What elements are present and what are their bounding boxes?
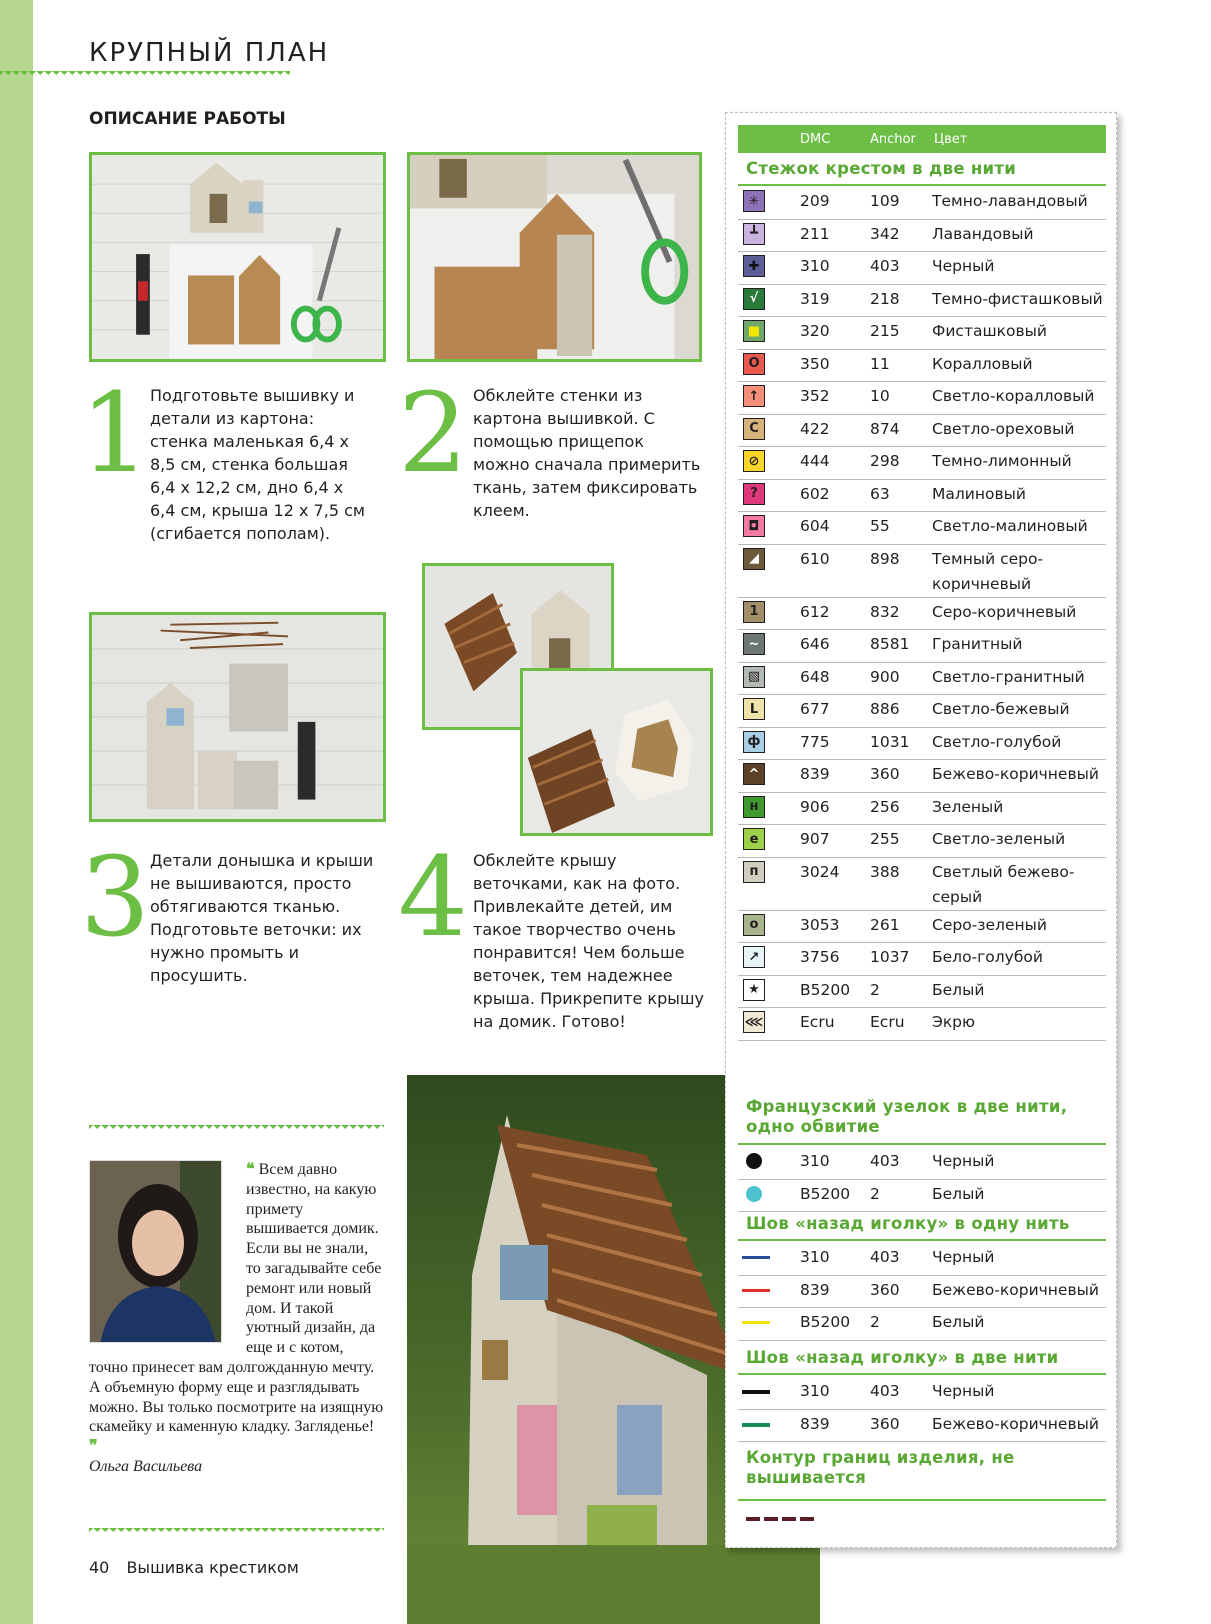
dmc-code: 604 <box>800 517 830 535</box>
legend.cross_rows-row <box>738 825 1106 858</box>
dmc-code: 602 <box>800 484 830 503</box>
cross-stitch-symbol-icon: н <box>743 796 765 818</box>
anchor-code: 63 <box>870 484 890 503</box>
dmc-code: 907 <box>800 830 830 848</box>
color-name: Бежево-коричневый <box>932 1414 1099 1433</box>
quote-close-icon: ❞ <box>89 1438 98 1456</box>
legend-col-dmc: DMC <box>800 132 831 147</box>
cross-stitch-symbol-icon: ф <box>743 731 765 753</box>
cross-stitch-symbol-icon: ↑ <box>743 385 765 407</box>
legend.cross_rows-row <box>738 545 1106 598</box>
anchor-code: 109 <box>870 192 900 210</box>
step3-text: Детали донышка и крыши не вышиваются, просто обтягиваются тканью. Подготовьте веточки: их нужно промыть и просушить. <box>150 851 374 985</box>
color-name: Гранитный <box>932 635 1023 653</box>
anchor-code: 874 <box>870 419 900 438</box>
step4-number: 4 <box>398 833 468 961</box>
anchor-code: Ecru <box>870 1013 905 1031</box>
anchor-code: 298 <box>870 452 900 470</box>
backstitch-line-icon <box>742 1256 770 1259</box>
color-name: Темно-лавандовый <box>932 192 1088 210</box>
dmc-code: B5200 <box>800 1184 851 1203</box>
anchor-code: 55 <box>870 517 890 535</box>
step3-number: 3 <box>80 833 150 961</box>
anchor-code: 360 <box>870 765 900 783</box>
quote-open-icon: ❝ <box>246 1161 255 1178</box>
dmc-code: B5200 <box>800 1313 851 1331</box>
legend.cross_rows-row <box>738 976 1106 1009</box>
anchor-code: 8581 <box>870 635 910 653</box>
step4-text: Обклейте крышу веточками, как на фото. Привлекайте детей, им такое творчество очень понравится! Чем больше веточек, тем надежнее крыша. Прикрепите крышу на домик. Готово! <box>473 851 704 1031</box>
color-name: Малиновый <box>932 484 1026 503</box>
cross-stitch-symbol-icon: ◢ <box>743 548 765 570</box>
legend.cross_rows-row <box>738 285 1106 318</box>
step1-number: 1 <box>80 369 150 497</box>
color-name: Светло-гранитный <box>932 667 1085 686</box>
anchor-code: 388 <box>870 862 900 881</box>
color-name: Светло-коралловый <box>932 387 1095 405</box>
legend-col-anchor: Anchor <box>870 132 916 147</box>
backstitch-line-icon <box>742 1321 770 1324</box>
legend.cross_rows-row <box>738 728 1106 761</box>
legend-section-backstitch-2: Шов «назад иголку» в две нити <box>746 1348 1059 1367</box>
legend-col-color: Цвет <box>934 132 968 147</box>
dmc-code: Ecru <box>800 1013 835 1031</box>
legend-section-backstitch-1: Шов «назад иголку» в одну нить <box>746 1214 1070 1233</box>
dmc-code: 3756 <box>800 948 840 966</box>
legend-section-contour: Контур границ изделия, не вышивается <box>746 1448 1015 1487</box>
cross-stitch-symbol-icon: ⊘ <box>743 450 765 472</box>
anchor-code: 886 <box>870 700 900 718</box>
cross-stitch-symbol-icon: ⋘ <box>743 1011 765 1033</box>
dmc-code: 3053 <box>800 915 840 934</box>
dmc-code: 906 <box>800 797 830 816</box>
anchor-code: 900 <box>870 667 900 686</box>
dmc-code: 677 <box>800 700 830 718</box>
anchor-code: 898 <box>870 549 900 568</box>
anchor-code: 255 <box>870 830 900 848</box>
legend-section-line <box>738 1239 1106 1241</box>
dmc-code: 350 <box>800 354 830 373</box>
dmc-code: 209 <box>800 192 830 210</box>
dmc-code: 211 <box>800 224 830 243</box>
step4-photo-b <box>520 668 713 836</box>
color-name: Серо-коричневый <box>932 602 1077 621</box>
color-name: Черный <box>932 1152 995 1170</box>
legend-section-line <box>738 1373 1106 1375</box>
color-name: Черный <box>932 257 995 275</box>
step1-text: Подготовьте вышивку и детали из картона: стенка маленькая 6,4 х 8,5 см, стенка большая 6,4 х 12,2 см, дно 6,4 х 6,4 см, крыша 12 х 7,5 см (сгибается пополам). <box>150 386 365 543</box>
cross-stitch-symbol-icon: 1 <box>743 601 765 623</box>
color-name: Белый <box>932 1313 985 1331</box>
dmc-code: 319 <box>800 289 830 308</box>
legend.cross_rows-row <box>738 382 1106 415</box>
color-name: Бежево-коричневый <box>932 765 1099 783</box>
legend.cross_rows-row <box>738 317 1106 350</box>
anchor-code: 360 <box>870 1280 900 1299</box>
color-name: Светлый бежево-серый <box>932 862 1075 906</box>
legend.cross_rows-row <box>738 1008 1106 1041</box>
legend-section-line <box>738 1143 1106 1145</box>
cross-stitch-symbol-icon: ^ <box>743 763 765 785</box>
anchor-code: 832 <box>870 602 900 621</box>
cross-stitch-symbol-icon: ✚ <box>743 255 765 277</box>
anchor-code: 2 <box>870 980 880 999</box>
cross-stitch-symbol-icon: O <box>743 353 765 375</box>
legend.cross_rows-row <box>738 598 1106 631</box>
quote-text: Всем давно известно, на какую примету вышивается домик. Если вы не знали, то загадывайте себе ремонт или новый дом. И такой уютный дизайн, да еще и с котом, точно принесет вам долгожданную мечту. А объемную форму еще и разглядывать можно. Вы только посмотрите на изящную скамейку и каменную кладку. Загляденье! <box>89 1161 384 1436</box>
color-name: Светло-зеленый <box>932 830 1066 848</box>
anchor-code: 403 <box>870 1152 900 1170</box>
dmc-code: 444 <box>800 452 830 470</box>
anchor-code: 11 <box>870 354 890 373</box>
legend.cross_rows-row <box>738 663 1106 696</box>
dmc-code: 646 <box>800 635 830 653</box>
legend.cross_rows-row <box>738 187 1106 220</box>
author-portrait <box>89 1160 222 1343</box>
legend.knot_rows-row <box>738 1147 1106 1180</box>
legend.cross_rows-row <box>738 630 1106 663</box>
side-color-strip <box>0 0 33 1624</box>
legend.cross_rows-row <box>738 911 1106 944</box>
color-name: Белый <box>932 980 985 999</box>
dmc-code: 310 <box>800 1382 830 1400</box>
step2-text: Обклейте стенки из картона вышивкой. С помощью прищепок можно сначала примерить ткань, затем фиксировать клеем. <box>473 386 701 520</box>
cross-stitch-symbol-icon: ■ <box>743 320 765 342</box>
dmc-code: 612 <box>800 602 830 621</box>
dmc-code: 775 <box>800 732 830 751</box>
legend.back1_rows-row <box>738 1243 1106 1276</box>
legend.cross_rows-row <box>738 415 1106 448</box>
cross-stitch-symbol-icon: ✳ <box>743 190 765 212</box>
cross-stitch-symbol-icon: L <box>743 698 765 720</box>
anchor-code: 256 <box>870 797 900 816</box>
anchor-code: 215 <box>870 322 900 340</box>
magazine-name: Вышивка крестиком <box>126 1558 299 1577</box>
cross-stitch-symbol-icon: o <box>743 914 765 936</box>
quote-author: Ольга Васильева <box>89 1457 203 1475</box>
legend-section-knot: Французский узелок в две нити, одно обвитие <box>746 1097 1068 1136</box>
thread-legend <box>725 112 1117 1548</box>
cross-stitch-symbol-icon: ~ <box>743 633 765 655</box>
color-name: Фисташковый <box>932 322 1047 340</box>
legend.cross_rows-row <box>738 480 1106 513</box>
color-name: Черный <box>932 1248 995 1266</box>
backstitch-line-icon <box>742 1289 770 1292</box>
legend.cross_rows-row <box>738 350 1106 383</box>
color-name: Светло-ореховый <box>932 419 1075 438</box>
color-name: Светло-голубой <box>932 732 1062 751</box>
french-knot-dot-icon <box>746 1153 762 1169</box>
legend-section-line <box>738 184 1106 186</box>
anchor-code: 261 <box>870 915 900 934</box>
legend.knot_rows-row <box>738 1180 1106 1213</box>
dmc-code: 352 <box>800 387 830 405</box>
quote-top-divider <box>89 1125 384 1133</box>
color-name: Бежево-коричневый <box>932 1280 1099 1299</box>
cross-stitch-symbol-icon: C <box>743 418 765 440</box>
anchor-code: 1037 <box>870 948 910 966</box>
cross-stitch-symbol-icon: e <box>743 828 765 850</box>
color-name: Белый <box>932 1184 985 1203</box>
legend.back1_rows-row <box>738 1276 1106 1309</box>
dmc-code: 320 <box>800 322 830 340</box>
dmc-code: 839 <box>800 1414 830 1433</box>
color-name: Темно-лимонный <box>932 452 1072 470</box>
legend.cross_rows-row <box>738 512 1106 545</box>
cross-stitch-symbol-icon: ★ <box>743 979 765 1001</box>
backstitch-line-icon <box>742 1390 770 1394</box>
legend-section-cross: Стежок крестом в две нити <box>746 159 1017 178</box>
anchor-code: 10 <box>870 387 890 405</box>
color-name: Зеленый <box>932 797 1004 816</box>
color-name: Светло-малиновый <box>932 517 1088 535</box>
dmc-code: 839 <box>800 765 830 783</box>
anchor-code: 403 <box>870 1248 900 1266</box>
legend.cross_rows-row <box>738 793 1106 826</box>
color-name: Коралловый <box>932 354 1033 373</box>
step1-photo <box>89 152 386 362</box>
legend.cross_rows-row <box>738 943 1106 976</box>
legend-section-line <box>738 1499 1106 1501</box>
dmc-code: 3024 <box>800 862 840 881</box>
color-name: Темно-фисташковый <box>932 289 1103 308</box>
legend.cross_rows-row <box>738 252 1106 285</box>
legend.back1_rows-row <box>738 1308 1106 1341</box>
legend.back2_rows-row <box>738 1410 1106 1443</box>
cross-stitch-symbol-icon: ┻ <box>743 223 765 245</box>
backstitch-line-icon <box>742 1423 770 1427</box>
color-name: Лавандовый <box>932 224 1034 243</box>
dmc-code: 422 <box>800 419 830 438</box>
anchor-code: 403 <box>870 1382 900 1400</box>
anchor-code: 218 <box>870 289 900 308</box>
legend.cross_rows-row <box>738 447 1106 480</box>
anchor-code: 2 <box>870 1184 880 1203</box>
legend.cross_rows-row <box>738 760 1106 793</box>
color-name: Темный серо-коричневый <box>932 549 1044 593</box>
french-knot-dot-icon <box>746 1186 762 1202</box>
cross-stitch-symbol-icon: ▧ <box>743 666 765 688</box>
dmc-code: 310 <box>800 1152 830 1170</box>
dmc-code: 648 <box>800 667 830 686</box>
dmc-code: B5200 <box>800 980 851 999</box>
page-footer <box>89 1558 299 1577</box>
color-name: Черный <box>932 1382 995 1400</box>
cross-stitch-symbol-icon: √ <box>743 288 765 310</box>
legend.back2_rows-row <box>738 1377 1106 1410</box>
work-description-title: ОПИСАНИЕ РАБОТЫ <box>89 109 286 129</box>
legend.cross_rows-row <box>738 695 1106 728</box>
header-zigzag-divider <box>0 71 290 79</box>
anchor-code: 360 <box>870 1414 900 1433</box>
editor-quote <box>89 1160 384 1477</box>
step3-photo <box>89 612 386 822</box>
contour-line-sample <box>746 1517 816 1521</box>
step2-photo <box>407 152 702 362</box>
cross-stitch-symbol-icon: ? <box>743 483 765 505</box>
anchor-code: 403 <box>870 257 900 275</box>
color-name: Светло-бежевый <box>932 700 1070 718</box>
section-title: КРУПНЫЙ ПЛАН <box>89 38 330 68</box>
cross-stitch-symbol-icon: ◘ <box>743 515 765 537</box>
cross-stitch-symbol-icon: п <box>743 861 765 883</box>
legend.cross_rows-row <box>738 220 1106 253</box>
quote-bottom-divider <box>89 1528 384 1536</box>
dmc-code: 839 <box>800 1280 830 1299</box>
dmc-code: 310 <box>800 257 830 275</box>
cross-stitch-symbol-icon: ↗ <box>743 946 765 968</box>
page-number: 40 <box>89 1558 110 1577</box>
legend-header <box>738 125 1106 153</box>
anchor-code: 2 <box>870 1313 880 1331</box>
color-name: Серо-зеленый <box>932 915 1047 934</box>
dmc-code: 610 <box>800 549 830 568</box>
dmc-code: 310 <box>800 1248 830 1266</box>
color-name: Экрю <box>932 1013 976 1031</box>
legend.cross_rows-row <box>738 858 1106 911</box>
anchor-code: 342 <box>870 224 900 243</box>
color-name: Бело-голубой <box>932 948 1043 966</box>
anchor-code: 1031 <box>870 732 910 751</box>
step2-number: 2 <box>398 369 468 497</box>
